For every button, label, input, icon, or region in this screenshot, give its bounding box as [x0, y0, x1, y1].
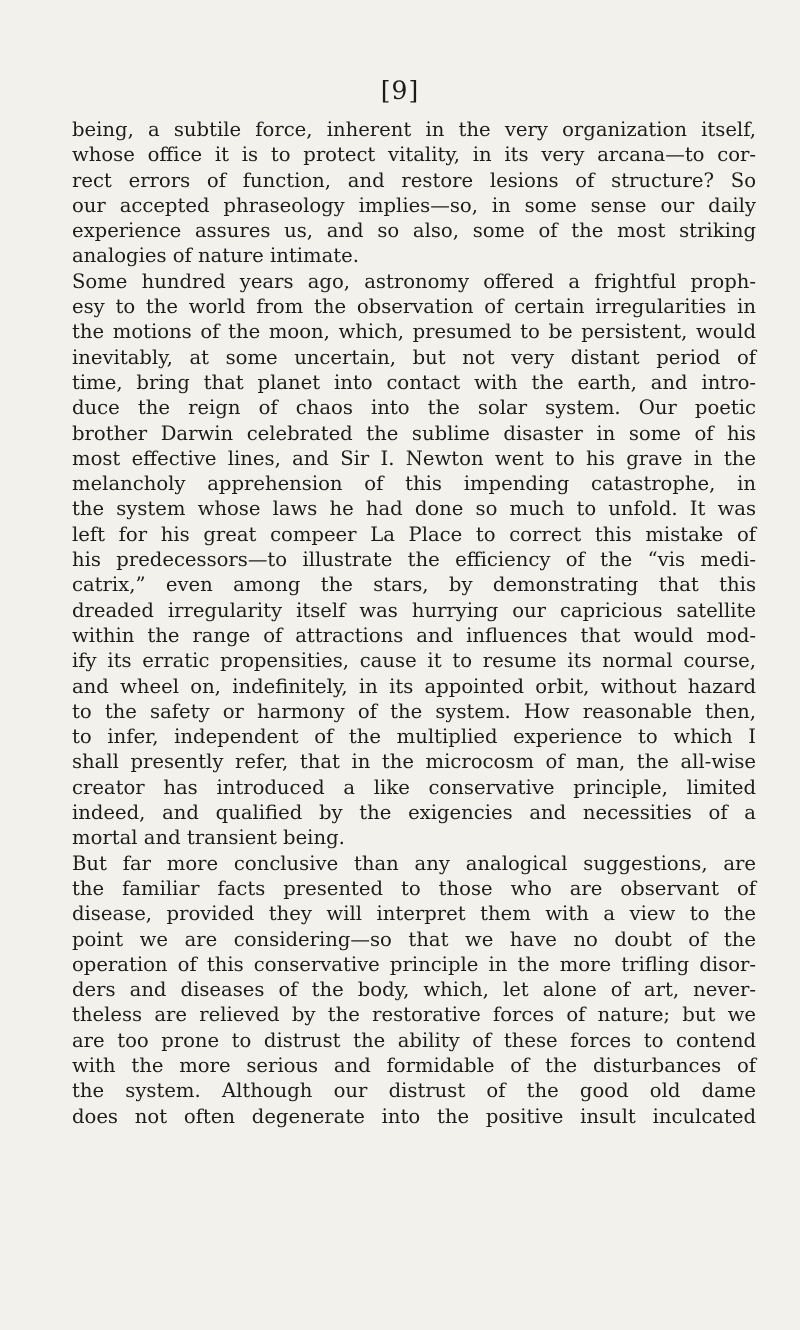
text-line: disease, provided they will interpret them with a view to the	[72, 902, 756, 926]
text-line: brother Darwin celebrated the sublime disaster in some of his	[72, 421, 756, 445]
text-line: Some hundred years ago, astronomy offered a frightful proph-	[72, 269, 756, 293]
body-text	[72, 117, 756, 1129]
text-line: and wheel on, indefinitely, in its appointed orbit, without hazard	[72, 674, 756, 698]
text-line: our accepted phraseology implies—so, in some sense our daily	[72, 193, 756, 217]
text-line: the system. Although our distrust of the good old dame	[72, 1079, 756, 1103]
text-line: the familiar facts presented to those who are observant of	[72, 876, 756, 900]
text-line: duce the reign of chaos into the solar system. Our poetic	[72, 396, 756, 420]
text-line: catrix,” even among the stars, by demonstrating that this	[72, 573, 756, 597]
text-line: time, bring that planet into contact with the earth, and intro-	[72, 370, 756, 394]
text-line: melancholy apprehension of this impending catastrophe, in	[72, 472, 756, 496]
text-line: creator has introduced a like conservative principle, limited	[72, 775, 756, 799]
text-line: ders and diseases of the body, which, let alone of art, never-	[72, 978, 756, 1002]
text-line: But far more conclusive than any analogical suggestions, are	[72, 851, 756, 875]
text-line: analogies of nature intimate.	[72, 244, 359, 268]
text-line: to infer, independent of the multiplied experience to which I	[72, 725, 756, 749]
text-line: point we are considering—so that we have no doubt of the	[72, 927, 756, 951]
text-line: within the range of attractions and influences that would mod-	[72, 623, 756, 647]
text-line: whose office it is to protect vitality, in its very arcana—to cor-	[72, 143, 756, 167]
text-line: left for his great compeer La Place to correct this mistake of	[72, 522, 756, 546]
text-line: dreaded irregularity itself was hurrying our capricious satellite	[72, 598, 756, 622]
page-number: [9]	[380, 76, 420, 105]
text-line: mortal and transient being.	[72, 826, 345, 850]
text-line: does not often degenerate into the positive insult inculcated	[72, 1104, 756, 1128]
text-line: most effective lines, and Sir I. Newton went to his grave in the	[72, 446, 756, 470]
text-line: with the more serious and formidable of the disturbances of	[72, 1053, 756, 1077]
text-line: operation of this conservative principle in the more trifling disor-	[72, 952, 756, 976]
text-line: experience assures us, and so also, some of the most striking	[72, 219, 756, 243]
text-line: are too prone to distrust the ability of these forces to contend	[72, 1028, 756, 1052]
text-line: the system whose laws he had done so much to unfold. It was	[72, 497, 756, 521]
text-line: ify its erratic propensities, cause it to resume its normal course,	[72, 649, 756, 673]
text-line: indeed, and qualified by the exigencies and necessities of a	[72, 801, 756, 825]
text-line: his predecessors—to illustrate the efficiency of the “vis medi-	[72, 548, 756, 572]
text-line: the motions of the moon, which, presumed to be persistent, would	[72, 320, 756, 344]
text-line: esy to the world from the observation of certain irregularities in	[72, 295, 756, 319]
text-line: shall presently refer, that in the microcosm of man, the all-wise	[72, 750, 756, 774]
text-line: theless are relieved by the restorative forces of nature; but we	[72, 1003, 756, 1027]
text-line: rect errors of function, and restore lesions of structure? So	[72, 168, 756, 192]
text-line: to the safety or harmony of the system. How reasonable then,	[72, 699, 756, 723]
text-line: inevitably, at some uncertain, but not very distant period of	[72, 345, 756, 369]
text-line: being, a subtile force, inherent in the very organization itself,	[72, 118, 756, 141]
